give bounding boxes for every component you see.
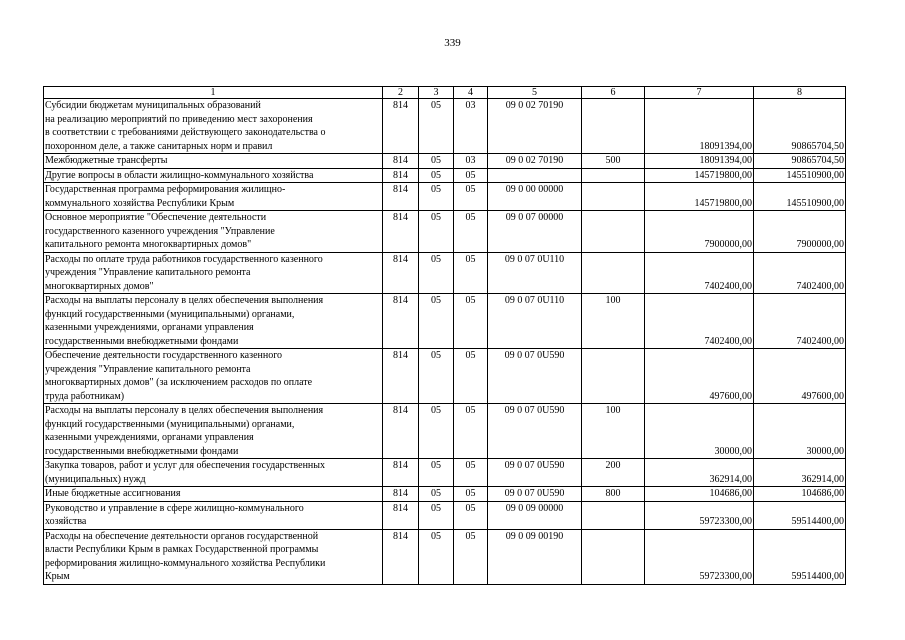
ministry-code-cell: 814 [383,501,419,529]
column-number: 6 [582,87,645,99]
amount-cell: 90865704,50 [754,154,846,169]
target-article-cell: 09 0 07 0U590 [488,404,582,459]
amount-cell: 104686,00 [754,487,846,502]
expense-name-line: казенными учреждениями, органами управления [45,322,254,333]
expense-name-line: Государственная программа реформирования жилищно- [45,184,286,195]
target-article-cell: 09 0 09 00190 [488,529,582,584]
expense-name-line: многоквартирных домов" [45,280,154,292]
expense-name-line: Крым [45,571,70,582]
expense-name-line: на реализацию мероприятий по приведению мест захоронения [45,113,313,125]
subsection-code-cell: 05 [454,349,488,404]
amount-cell: 145719800,00 [645,168,754,183]
expense-name-line: учреждения "Управление капитального ремонта [45,267,251,278]
section-code-cell: 05 [419,487,454,502]
amount-cell: 90865704,50 [754,99,846,154]
table-row [44,459,846,487]
target-article-cell: 09 0 00 00000 [488,183,582,211]
table-row [44,154,846,169]
expense-name-cell [44,154,383,169]
table-row [44,529,846,584]
expense-name-line: государственного казенного учреждения "Управление [45,225,275,237]
column-number-row [44,87,846,99]
expense-type-cell [582,501,645,529]
table-row [44,183,846,211]
amount-cell: 362914,00 [645,459,754,487]
ministry-code-cell: 814 [383,99,419,154]
subsection-code-cell: 05 [454,252,488,294]
target-article-cell: 09 0 07 0U590 [488,459,582,487]
amount-cell: 30000,00 [754,404,846,459]
expense-name-line: многоквартирных домов" (за исключением расходов по оплате [45,377,313,388]
subsection-code-cell: 05 [454,183,488,211]
expense-type-cell [582,349,645,404]
column-number: 4 [454,87,488,99]
target-article-cell: 09 0 02 70190 [488,99,582,154]
amount-cell: 59514400,00 [754,501,846,529]
expense-name-line: (муниципальных) нужд [45,473,146,485]
section-code-cell: 05 [419,154,454,169]
expense-name-line: учреждения "Управление капитального ремонта [45,363,251,375]
expense-type-cell [582,183,645,211]
subsection-code-cell: 05 [454,459,488,487]
ministry-code-cell: 814 [383,459,419,487]
section-code-cell: 05 [419,252,454,294]
subsection-code-cell: 05 [454,487,488,502]
expense-name-line: функций государственными (муниципальными) органами, [45,308,295,320]
table-row [44,501,846,529]
column-number: 1 [44,87,383,99]
expense-name-line: коммунального хозяйства Республики Крым [45,197,235,209]
expense-type-cell: 800 [582,487,645,502]
budget-table [43,86,846,585]
subsection-code-cell: 05 [454,168,488,183]
expense-name-line: Другие вопросы в области жилищно-коммунального хозяйства [45,169,314,181]
section-code-cell: 05 [419,404,454,459]
expense-name-cell [44,99,383,154]
expense-name-line: Межбюджетные трансферты [45,155,168,166]
amount-cell: 7402400,00 [754,294,846,349]
expense-type-cell [582,168,645,183]
ministry-code-cell: 814 [383,252,419,294]
ministry-code-cell: 814 [383,529,419,584]
section-code-cell: 05 [419,349,454,404]
expense-name-cell [44,252,383,294]
amount-cell: 145510900,00 [754,168,846,183]
table-row [44,99,846,154]
expense-name-line: Основное мероприятие "Обеспечение деятельности [45,212,267,223]
subsection-code-cell: 05 [454,529,488,584]
amount-cell: 145719800,00 [645,183,754,211]
column-number: 3 [419,87,454,99]
column-number: 8 [754,87,846,99]
expense-name-line: хозяйства [45,516,87,527]
expense-name-cell [44,349,383,404]
expense-name-line: Иные бюджетные ассигнования [45,488,181,499]
expense-name-cell [44,404,383,459]
expense-name-line: государственными внебюджетными фондами [45,445,239,457]
table-row [44,349,846,404]
ministry-code-cell: 814 [383,154,419,169]
column-number: 7 [645,87,754,99]
table-row [44,487,846,502]
expense-name-line: казенными учреждениями, органами управления [45,432,254,443]
target-article-cell: 09 0 09 00000 [488,501,582,529]
section-code-cell: 05 [419,459,454,487]
section-code-cell: 05 [419,183,454,211]
target-article-cell: 09 0 07 00000 [488,211,582,253]
target-article-cell: 09 0 07 0U110 [488,252,582,294]
page-number: 339 [444,37,461,49]
table-row [44,294,846,349]
amount-cell: 362914,00 [754,459,846,487]
amount-cell: 497600,00 [754,349,846,404]
table-row [44,404,846,459]
expense-name-line: труда работникам) [45,390,125,402]
target-article-cell [488,168,582,183]
ministry-code-cell: 814 [383,168,419,183]
target-article-cell: 09 0 07 0U590 [488,349,582,404]
expense-name-line: Расходы на обеспечение деятельности органов государственной [45,530,319,542]
subsection-code-cell: 05 [454,501,488,529]
expense-name-line: Обеспечение деятельности государственного казенного [45,350,283,361]
section-code-cell: 05 [419,294,454,349]
expense-name-line: власти Республики Крым в рамках Государственной программы [45,544,319,555]
section-code-cell: 05 [419,99,454,154]
expense-name-line: капитального ремонта многоквартирных домов" [45,239,252,250]
subsection-code-cell: 05 [454,211,488,253]
section-code-cell: 05 [419,501,454,529]
expense-type-cell: 100 [582,294,645,349]
target-article-cell: 09 0 07 0U590 [488,487,582,502]
expense-type-cell [582,99,645,154]
amount-cell: 7900000,00 [645,211,754,253]
expense-name-line: похоронном деле, а также санитарных норм и правил [45,140,273,152]
expense-name-cell [44,529,383,584]
expense-name-cell [44,501,383,529]
amount-cell: 7402400,00 [754,252,846,294]
section-code-cell: 05 [419,168,454,183]
amount-cell: 30000,00 [645,404,754,459]
expense-name-line: Субсидии бюджетам муниципальных образований [45,100,261,111]
column-number: 5 [488,87,582,99]
amount-cell: 7900000,00 [754,211,846,253]
amount-cell: 145510900,00 [754,183,846,211]
subsection-code-cell: 05 [454,404,488,459]
amount-cell: 59514400,00 [754,529,846,584]
expense-type-cell [582,529,645,584]
ministry-code-cell: 814 [383,404,419,459]
expense-type-cell: 500 [582,154,645,169]
expense-name-line: Закупка товаров, работ и услуг для обеспечения государственных [45,460,326,471]
expense-name-cell [44,294,383,349]
ministry-code-cell: 814 [383,487,419,502]
subsection-code-cell: 03 [454,99,488,154]
amount-cell: 59723300,00 [645,501,754,529]
amount-cell: 104686,00 [645,487,754,502]
subsection-code-cell: 05 [454,294,488,349]
amount-cell: 18091394,00 [645,99,754,154]
expense-name-line: Расходы на выплаты персоналу в целях обеспечения выполнения [45,405,324,416]
ministry-code-cell: 814 [383,349,419,404]
table-row [44,211,846,253]
expense-name-line: в соответствии с требованиями действующего законодательства о [45,127,326,138]
expense-type-cell [582,252,645,294]
expense-name-line: Расходы по оплате труда работников государственного казенного [45,253,323,265]
expense-name-cell [44,168,383,183]
expense-name-cell [44,211,383,253]
expense-name-cell [44,487,383,502]
column-number: 2 [383,87,419,99]
section-code-cell: 05 [419,211,454,253]
target-article-cell: 09 0 07 0U110 [488,294,582,349]
expense-type-cell: 200 [582,459,645,487]
amount-cell: 497600,00 [645,349,754,404]
amount-cell: 7402400,00 [645,252,754,294]
expense-type-cell [582,211,645,253]
amount-cell: 7402400,00 [645,294,754,349]
expense-name-cell [44,459,383,487]
table-row [44,168,846,183]
expense-name-cell [44,183,383,211]
expense-name-line: Расходы на выплаты персоналу в целях обеспечения выполнения [45,295,324,306]
section-code-cell: 05 [419,529,454,584]
subsection-code-cell: 03 [454,154,488,169]
amount-cell: 59723300,00 [645,529,754,584]
expense-type-cell: 100 [582,404,645,459]
target-article-cell: 09 0 02 70190 [488,154,582,169]
amount-cell: 18091394,00 [645,154,754,169]
ministry-code-cell: 814 [383,294,419,349]
table-row [44,252,846,294]
expense-name-line: функций государственными (муниципальными) органами, [45,418,295,430]
expense-name-line: реформирования жилищно-коммунального хозяйства Республики [45,557,326,569]
ministry-code-cell: 814 [383,183,419,211]
expense-name-line: Руководство и управление в сфере жилищно-коммунального [45,502,304,514]
expense-name-line: государственными внебюджетными фондами [45,335,239,347]
ministry-code-cell: 814 [383,211,419,253]
